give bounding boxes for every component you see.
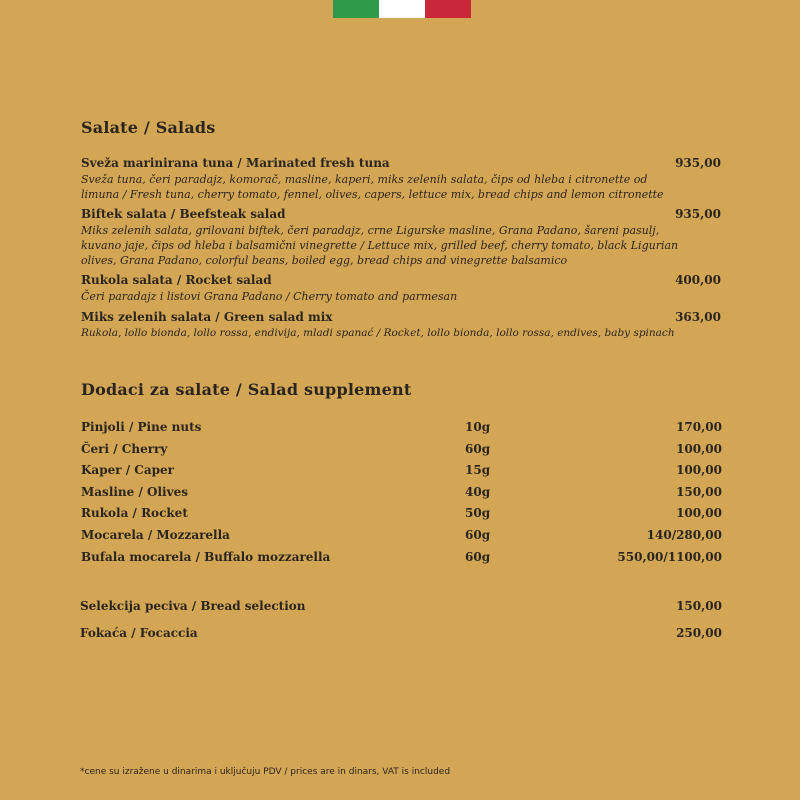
- supplement-qty: 40g: [465, 485, 491, 499]
- supplement-name: Kaper / Caper: [81, 463, 174, 477]
- supplement-qty: 10g: [465, 420, 491, 434]
- bread-name: Selekcija peciva / Bread selection: [80, 599, 306, 613]
- supplements-title: Dodaci za salate / Salad supplement: [81, 380, 412, 399]
- supplement-price: 100,00: [676, 506, 722, 520]
- supplement-price: 140/280,00: [646, 528, 722, 542]
- salad-item-name: Biftek salata / Beefsteak salad: [81, 207, 286, 221]
- salad-item-description: Čeri paradajz i listovi Grana Padano / Cherry tomato and parmesan: [81, 290, 458, 303]
- supplement-qty: 60g: [465, 528, 491, 542]
- supplement-price: 550,00/1100,00: [617, 550, 722, 564]
- supplement-qty: 60g: [465, 550, 491, 564]
- salad-item-price: 400,00: [675, 273, 721, 287]
- supplement-name: Rukola / Rocket: [81, 506, 188, 520]
- salad-item-tuna: [81, 156, 721, 202]
- salads-title: Salate / Salads: [81, 118, 216, 137]
- bread-name: Fokaća / Focaccia: [80, 626, 198, 640]
- supplement-name: Mocarela / Mozzarella: [81, 528, 230, 542]
- salad-item-price: 363,00: [675, 310, 721, 324]
- supplement-row: [81, 485, 722, 501]
- supplement-name: Bufala mocarela / Buffalo mozzarella: [81, 550, 331, 564]
- supplement-qty: 15g: [465, 463, 491, 477]
- salad-item-price: 935,00: [675, 207, 721, 221]
- supplement-price: 150,00: [676, 485, 722, 499]
- supplement-row: [81, 420, 722, 436]
- flag-green-stripe: [333, 0, 379, 18]
- supplement-name: Masline / Olives: [81, 485, 188, 499]
- salad-item-beefsteak: [81, 207, 721, 268]
- bread-price: 250,00: [676, 626, 722, 640]
- salad-item-price: 935,00: [675, 156, 721, 170]
- supplement-price: 170,00: [676, 420, 722, 434]
- supplement-row: [81, 550, 722, 566]
- supplement-price: 100,00: [676, 442, 722, 456]
- salad-item-description: Rukola, lollo bionda, lollo rossa, endivija, mladi spanać / Rocket, lollo bionda, lollo rossa, endives, baby spinach: [81, 327, 675, 339]
- flag-white-stripe: [379, 0, 425, 18]
- salad-item-green-mix: [81, 310, 721, 341]
- salad-item-name: Miks zelenih salata / Green salad mix: [81, 310, 333, 324]
- supplement-row: [81, 528, 722, 544]
- supplement-row: [81, 506, 722, 522]
- supplement-name: Čeri / Cherry: [81, 442, 168, 456]
- salad-item-description: Miks zelenih salata, grilovani biftek, čeri paradajz, crne Ligurske masline, Grana Padano, šareni pasulj, kuvano jaje, čips od hleba i balsamični vinegrette / Lettuce mix, grilled beef, cherry tomato, black Ligurian olives, Grana Padano, colorful beans, boiled egg, bread chips and vinegrette balsamico: [81, 224, 679, 267]
- salad-item-name: Rukola salata / Rocket salad: [81, 273, 272, 287]
- salad-item-name: Sveža marinirana tuna / Marinated fresh tuna: [81, 156, 390, 170]
- salad-item-description: Sveža tuna, čeri paradajz, komorač, masline, kaperi, miks zelenih salata, čips od hleba i citronette od limuna / Fresh tuna, cherry tomato, fennel, olives, capers, lettuce mix, bread chips and lemon citronette: [81, 173, 664, 201]
- flag-red-stripe: [425, 0, 471, 18]
- salad-item-rocket: [81, 273, 721, 304]
- supplement-qty: 60g: [465, 442, 491, 456]
- supplement-row: [81, 463, 722, 479]
- bread-price: 150,00: [676, 599, 722, 613]
- footnote: *cene su izražene u dinarima i uključuju PDV / prices are in dinars, VAT is included: [80, 767, 451, 777]
- supplement-price: 100,00: [676, 463, 722, 477]
- italian-flag: [333, 0, 471, 18]
- supplement-row: [81, 442, 722, 458]
- supplement-name: Pinjoli / Pine nuts: [81, 420, 202, 434]
- supplement-qty: 50g: [465, 506, 491, 520]
